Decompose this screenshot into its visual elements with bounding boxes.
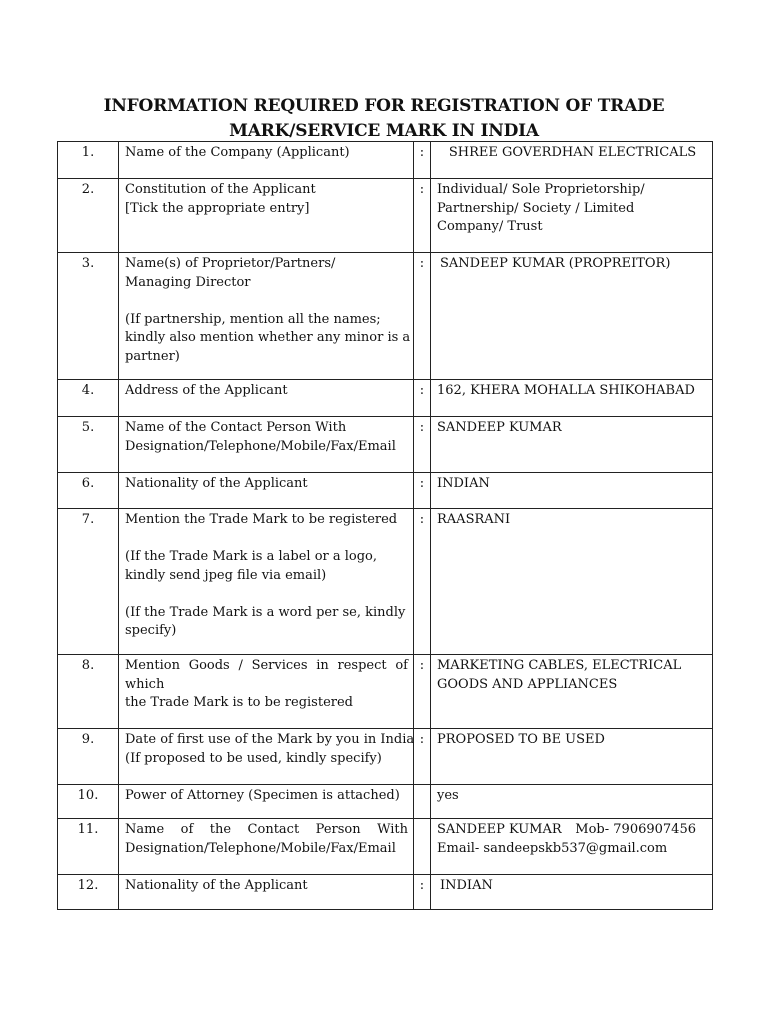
row-value: [431, 473, 713, 509]
label-line: Nationality of the Applicant: [125, 878, 308, 893]
colon-separator: :: [414, 655, 431, 729]
colon-separator: [414, 785, 431, 819]
row-label: [119, 142, 414, 179]
row-number: 11.: [58, 819, 119, 875]
table-row: [58, 253, 713, 380]
table-row: [58, 380, 713, 417]
label-line: kindly also mention whether any minor is a: [125, 330, 411, 345]
colon-separator: :: [414, 473, 431, 509]
row-number: 7.: [58, 509, 119, 655]
label-line: Designation/Telephone/Mobile/Fax/Email: [125, 840, 396, 856]
label-line: (If the Trade Mark is a label or a logo,: [125, 549, 378, 564]
value-line: INDIAN: [440, 878, 493, 893]
row-label: [119, 785, 414, 819]
row-label: [119, 253, 414, 380]
label-line: (If partnership, mention all the names;: [125, 311, 381, 327]
row-number: 12.: [58, 875, 119, 910]
row-number: 10.: [58, 785, 119, 819]
colon-separator: :: [414, 875, 431, 910]
document-title: [0, 94, 768, 144]
value-line: SANDEEP KUMAR (PROPREITOR): [440, 256, 671, 271]
label-line: (If the Trade Mark is a word per se, kindly: [125, 604, 406, 620]
label-line: Power of Attorney (Specimen is attached): [125, 788, 400, 803]
label-line: Mention Goods / Services in respect of: [125, 658, 408, 673]
row-label: [119, 655, 414, 729]
label-line: which: [125, 676, 165, 692]
label-line: Name(s) of Proprietor/Partners/: [125, 256, 336, 271]
contact-name: SANDEEP KUMAR: [437, 822, 562, 837]
label-line: the Trade Mark is to be registered: [125, 695, 353, 710]
table-row: [58, 819, 713, 875]
label-line: Name of the Company (Applicant): [125, 145, 350, 160]
label-line: Designation/Telephone/Mobile/Fax/Email: [125, 438, 396, 454]
row-value: [431, 875, 713, 910]
table-row: [58, 509, 713, 655]
value-line: Partnership/ Society / Limited: [437, 200, 635, 216]
row-value: [431, 655, 713, 729]
row-label: [119, 179, 414, 253]
contact-mobile: Mob- 7906907456: [575, 822, 696, 837]
table-row: [58, 655, 713, 729]
label-line: Address of the Applicant: [125, 383, 288, 398]
title-line-1: INFORMATION REQUIRED FOR REGISTRATION OF TRADE: [103, 96, 665, 116]
label-line: Managing Director: [125, 274, 251, 290]
value-line: yes: [437, 788, 459, 803]
colon-separator: :: [414, 729, 431, 785]
value-line: GOODS AND APPLIANCES: [437, 676, 618, 692]
row-number: 5.: [58, 417, 119, 473]
value-line: RAASRANI: [437, 512, 511, 527]
colon-separator: :: [414, 142, 431, 179]
row-label: [119, 380, 414, 417]
label-line: partner): [125, 348, 180, 364]
colon-separator: :: [414, 253, 431, 380]
row-number: 2.: [58, 179, 119, 253]
row-value: [431, 179, 713, 253]
label-line: Nationality of the Applicant: [125, 476, 308, 491]
row-value: [431, 253, 713, 380]
row-label: [119, 819, 414, 875]
colon-separator: :: [414, 179, 431, 253]
contact-email: Email- sandeepskb537@gmail.com: [437, 840, 668, 856]
row-label: [119, 729, 414, 785]
row-number: 4.: [58, 380, 119, 417]
table-row: [58, 142, 713, 179]
label-line: (If proposed to be used, kindly specify): [125, 750, 382, 766]
row-number: 1.: [58, 142, 119, 179]
row-value: [431, 380, 713, 417]
row-value: [431, 785, 713, 819]
table-row: [58, 785, 713, 819]
table-row: [58, 417, 713, 473]
value-line: MARKETING CABLES, ELECTRICAL: [437, 658, 682, 673]
value-line: Individual/ Sole Proprietorship/: [437, 182, 645, 197]
label-line: [Tick the appropriate entry]: [125, 200, 310, 216]
colon-separator: :: [414, 509, 431, 655]
row-value: [431, 142, 713, 179]
value-line: Company/ Trust: [437, 219, 543, 234]
label-line: Name of the Contact Person With: [125, 420, 347, 435]
label-line: Mention the Trade Mark to be registered: [125, 512, 398, 527]
table-row: [58, 473, 713, 509]
label-line: Constitution of the Applicant: [125, 182, 316, 197]
row-number: 3.: [58, 253, 119, 380]
row-label: [119, 417, 414, 473]
colon-separator: :: [414, 380, 431, 417]
label-line: kindly send jpeg file via email): [125, 567, 327, 583]
table-row: [58, 875, 713, 910]
row-label: [119, 509, 414, 655]
label-line: specify): [125, 623, 177, 638]
value-line: [437, 821, 708, 840]
value-line: 162, KHERA MOHALLA SHIKOHABAD: [437, 383, 695, 398]
row-number: 9.: [58, 729, 119, 785]
label-line: Date of first use of the Mark by you in India: [125, 732, 415, 747]
colon-separator: [414, 819, 431, 875]
table-row: [58, 729, 713, 785]
row-value: [431, 729, 713, 785]
registration-form-table: [57, 141, 713, 910]
label-line: Name of the Contact Person With: [125, 822, 408, 837]
row-number: 6.: [58, 473, 119, 509]
value-line: SANDEEP KUMAR: [437, 420, 562, 435]
table-row: [58, 179, 713, 253]
row-number: 8.: [58, 655, 119, 729]
row-value: [431, 417, 713, 473]
value-line: SHREE GOVERDHAN ELECTRICALS: [448, 145, 697, 160]
value-line: PROPOSED TO BE USED: [437, 732, 605, 747]
value-line: INDIAN: [437, 476, 490, 491]
row-value: [431, 509, 713, 655]
row-label: [119, 473, 414, 509]
colon-separator: :: [414, 417, 431, 473]
row-label: [119, 875, 414, 910]
row-value: [431, 819, 713, 875]
title-line-2: MARK/SERVICE MARK IN INDIA: [229, 121, 539, 141]
